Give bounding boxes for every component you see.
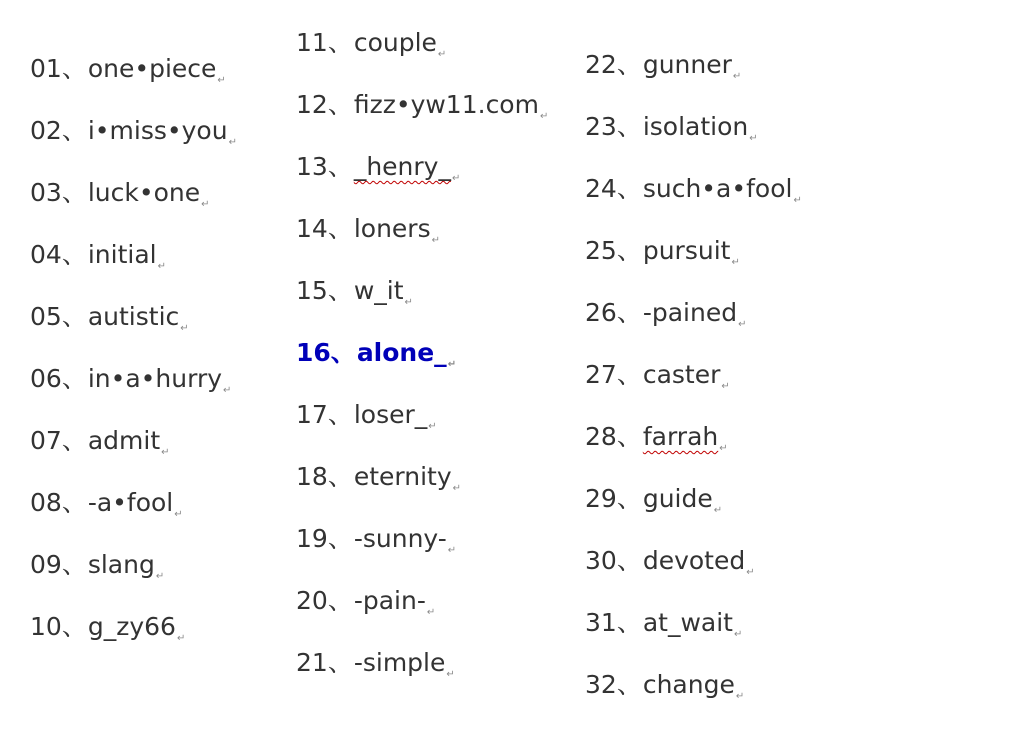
item-text: caster (642, 360, 721, 389)
item-separator: 、 (327, 586, 353, 615)
item-number: 22 (585, 50, 617, 79)
list-item (30, 361, 237, 423)
item-text: at_wait (642, 608, 733, 637)
item-separator: 、 (327, 90, 353, 119)
item-text: admit (87, 426, 161, 455)
item-number: 07 (30, 426, 62, 455)
paragraph-return-icon: ↵ (719, 443, 728, 454)
paragraph-return-icon: ↵ (176, 633, 186, 644)
paragraph-return-icon: ↵ (217, 75, 226, 86)
item-text: fizz•yw11.com (353, 90, 539, 119)
paragraph-return-icon: ↵ (180, 323, 189, 334)
list-item (296, 25, 548, 87)
list-item (296, 583, 548, 645)
item-text: pursuit (642, 236, 731, 265)
paragraph-return-icon: ↵ (404, 297, 413, 308)
list-item (585, 295, 802, 357)
item-separator: 、 (616, 360, 642, 389)
list-item (30, 547, 237, 609)
list-item (296, 149, 548, 211)
item-number: 29 (585, 484, 617, 513)
item-separator: 、 (61, 302, 87, 331)
item-number: 10 (30, 612, 62, 641)
item-number: 23 (585, 112, 617, 141)
item-number: 14 (296, 214, 328, 243)
list-item (30, 609, 237, 671)
paragraph-return-icon: ↵ (452, 483, 462, 494)
list-item (30, 175, 237, 237)
paragraph-return-icon: ↵ (446, 669, 455, 680)
paragraph-return-icon: ↵ (721, 381, 730, 392)
item-separator: 、 (616, 298, 642, 327)
item-number: 32 (585, 670, 617, 699)
item-text: in•a•hurry (87, 364, 223, 393)
item-text: loners (353, 214, 431, 243)
list-item (585, 543, 802, 605)
item-number: 01 (30, 54, 62, 83)
item-number: 25 (585, 236, 617, 265)
item-text: such•a•fool (642, 174, 793, 203)
item-text: -a•fool (87, 488, 174, 517)
list-item (585, 171, 802, 233)
item-number: 26 (585, 298, 617, 327)
item-text: eternity (353, 462, 452, 491)
paragraph-return-icon: ↵ (451, 173, 461, 184)
list-item (585, 419, 802, 481)
list-item (296, 273, 548, 335)
list-item (30, 237, 237, 299)
item-number: 15 (296, 276, 328, 305)
item-number: 06 (30, 364, 62, 393)
item-number: 08 (30, 488, 62, 517)
list-item (585, 109, 802, 171)
item-separator: 、 (616, 608, 642, 637)
item-text: _henry_ (353, 152, 451, 181)
list-item (585, 233, 802, 295)
item-text: alone_ (356, 338, 447, 367)
item-number: 27 (585, 360, 617, 389)
item-text: farrah (642, 422, 719, 451)
paragraph-return-icon: ↵ (174, 509, 183, 520)
item-separator: 、 (61, 426, 87, 455)
list-item (30, 113, 237, 175)
item-text: autistic (87, 302, 180, 331)
item-separator: 、 (327, 28, 353, 57)
item-text: isolation (642, 112, 749, 141)
list-item (296, 645, 548, 707)
paragraph-return-icon: ↵ (201, 199, 210, 210)
item-text: -sunny- (353, 524, 447, 553)
item-number: 13 (296, 152, 328, 181)
item-separator: 、 (61, 550, 87, 579)
item-number: 16 (296, 338, 331, 367)
list-item (585, 357, 802, 419)
item-text: guide (642, 484, 713, 513)
paragraph-return-icon: ↵ (713, 505, 723, 516)
paragraph-return-icon: ↵ (735, 691, 745, 702)
list-item (296, 397, 548, 459)
column-1 (30, 0, 237, 671)
item-separator: 、 (327, 152, 353, 181)
item-number: 02 (30, 116, 62, 145)
item-separator: 、 (616, 484, 642, 513)
item-text: initial (87, 240, 157, 269)
paragraph-return-icon: ↵ (749, 133, 758, 144)
item-separator: 、 (61, 488, 87, 517)
paragraph-return-icon: ↵ (731, 257, 740, 268)
list-item (30, 423, 237, 485)
paragraph-return-icon: ↵ (426, 607, 436, 618)
paragraph-return-icon: ↵ (431, 235, 440, 246)
list-item (30, 485, 237, 547)
item-text: -pain- (353, 586, 426, 615)
list-item (585, 47, 802, 109)
item-number: 17 (296, 400, 328, 429)
item-separator: 、 (327, 214, 353, 243)
item-text: luck•one (87, 178, 201, 207)
list-item (30, 51, 237, 113)
item-number: 28 (585, 422, 617, 451)
item-separator: 、 (330, 338, 356, 367)
paragraph-return-icon: ↵ (228, 137, 237, 148)
paragraph-return-icon: ↵ (746, 567, 755, 578)
item-separator: 、 (327, 400, 353, 429)
paragraph-return-icon: ↵ (733, 629, 743, 640)
list-item (296, 459, 548, 521)
item-separator: 、 (327, 524, 353, 553)
item-text: w_it (353, 276, 404, 305)
item-separator: 、 (327, 648, 353, 677)
item-number: 21 (296, 648, 328, 677)
paragraph-return-icon: ↵ (447, 359, 457, 370)
item-number: 05 (30, 302, 62, 331)
item-text: gunner (642, 50, 732, 79)
paragraph-return-icon: ↵ (223, 385, 232, 396)
list-item-highlighted (296, 335, 548, 397)
paragraph-return-icon: ↵ (738, 319, 747, 330)
item-number: 12 (296, 90, 328, 119)
item-separator: 、 (61, 116, 87, 145)
item-text: -pained (642, 298, 738, 327)
paragraph-return-icon: ↵ (437, 49, 447, 60)
item-text: g_zy66 (87, 612, 176, 641)
item-text: one•piece (87, 54, 217, 83)
item-number: 20 (296, 586, 328, 615)
paragraph-return-icon: ↵ (157, 261, 166, 272)
item-separator: 、 (327, 276, 353, 305)
item-number: 04 (30, 240, 62, 269)
column-2 (296, 0, 548, 707)
paragraph-return-icon: ↵ (732, 71, 742, 82)
item-number: 19 (296, 524, 328, 553)
list-item (30, 299, 237, 361)
item-text: -simple (353, 648, 446, 677)
column-3 (585, 0, 802, 729)
item-separator: 、 (616, 422, 642, 451)
item-separator: 、 (616, 236, 642, 265)
item-separator: 、 (61, 54, 87, 83)
list-item (585, 481, 802, 543)
item-separator: 、 (616, 546, 642, 575)
paragraph-return-icon: ↵ (161, 447, 170, 458)
paragraph-return-icon: ↵ (447, 545, 457, 556)
item-text: loser_ (353, 400, 428, 429)
item-separator: 、 (616, 174, 642, 203)
item-number: 31 (585, 608, 617, 637)
paragraph-return-icon: ↵ (793, 195, 802, 206)
item-text: change (642, 670, 735, 699)
list-item (296, 211, 548, 273)
list-item (296, 521, 548, 583)
item-text: couple (353, 28, 437, 57)
item-number: 03 (30, 178, 62, 207)
item-separator: 、 (61, 178, 87, 207)
paragraph-return-icon: ↵ (539, 111, 549, 122)
item-separator: 、 (61, 240, 87, 269)
item-separator: 、 (327, 462, 353, 491)
item-text: i•miss•you (87, 116, 228, 145)
paragraph-return-icon: ↵ (155, 571, 165, 582)
item-number: 30 (585, 546, 617, 575)
item-text: slang (87, 550, 155, 579)
item-separator: 、 (616, 112, 642, 141)
item-number: 11 (296, 28, 328, 57)
item-number: 18 (296, 462, 328, 491)
item-separator: 、 (616, 50, 642, 79)
item-text: devoted (642, 546, 746, 575)
list-item (585, 605, 802, 667)
list-item (296, 87, 548, 149)
item-number: 09 (30, 550, 62, 579)
item-separator: 、 (61, 612, 87, 641)
item-number: 24 (585, 174, 617, 203)
item-separator: 、 (616, 670, 642, 699)
paragraph-return-icon: ↵ (428, 421, 437, 432)
item-separator: 、 (61, 364, 87, 393)
